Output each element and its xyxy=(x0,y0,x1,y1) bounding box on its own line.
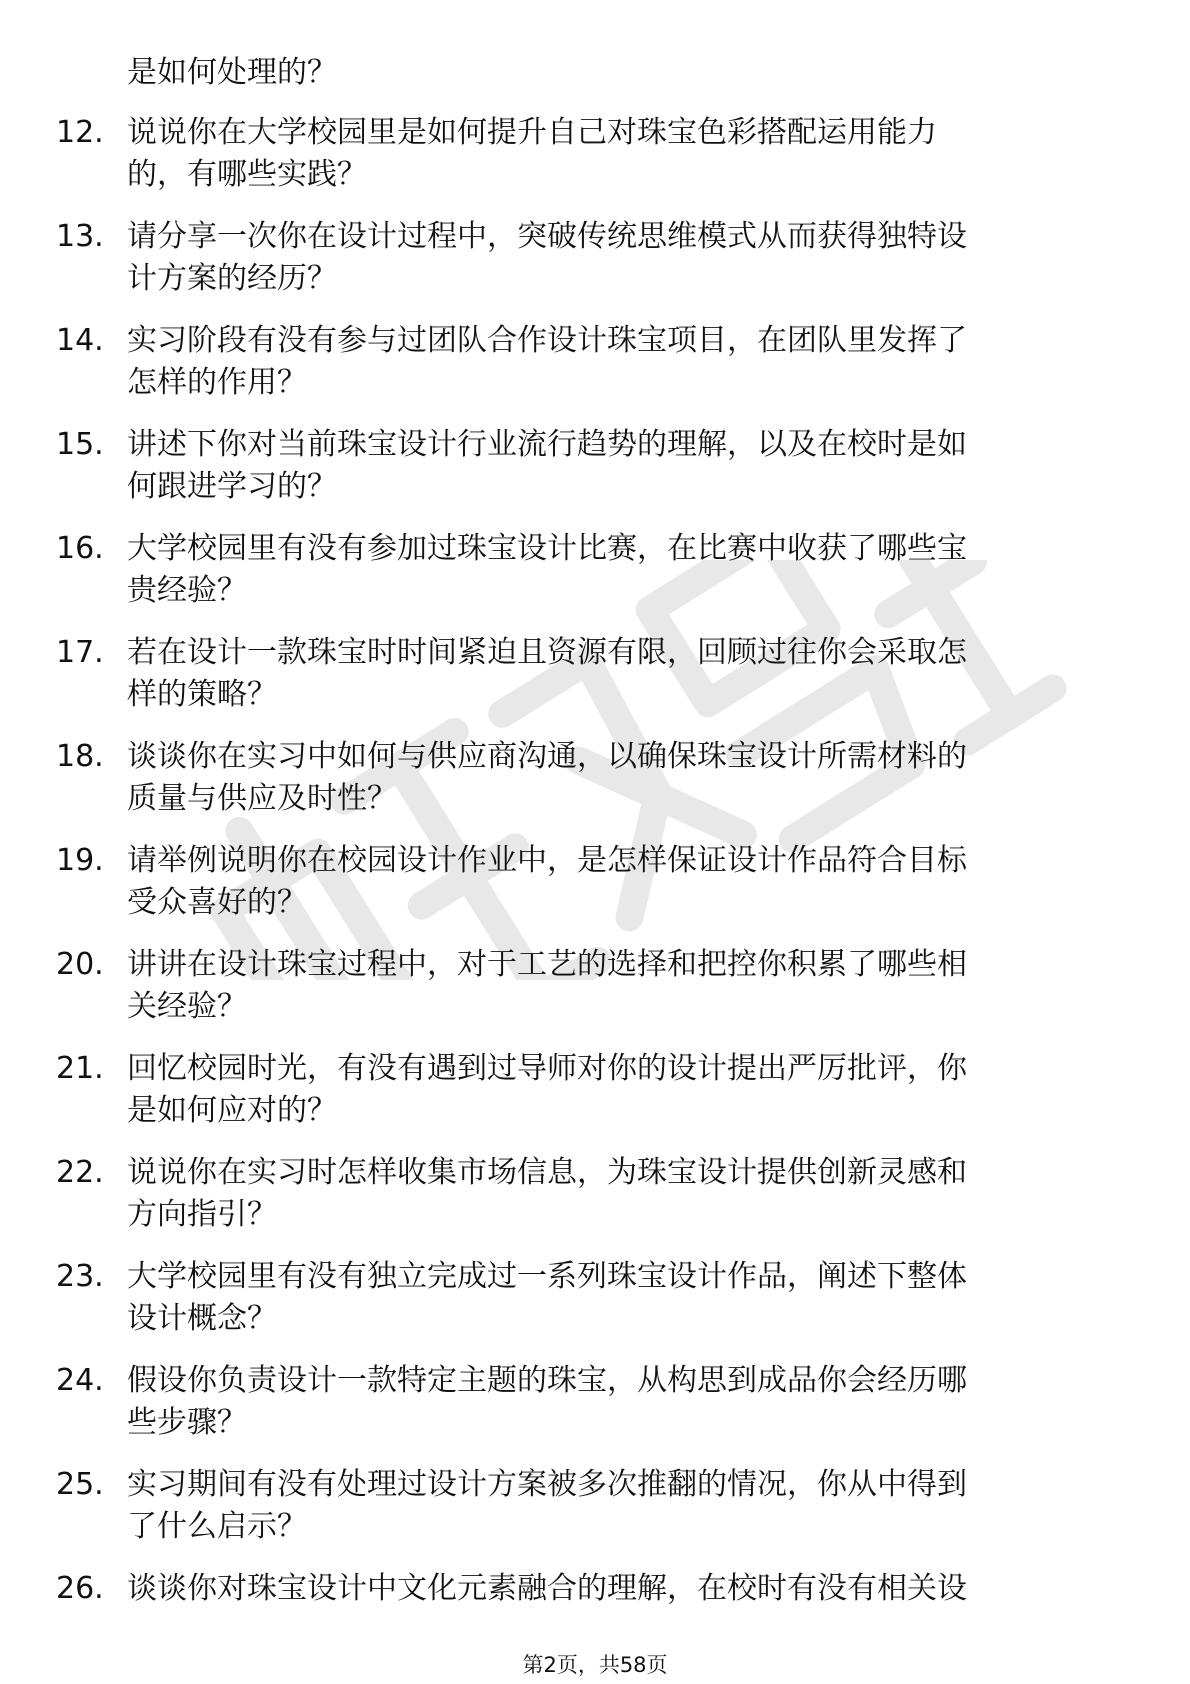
question-text-line: 样的策略？ xyxy=(127,677,277,712)
question-text-line: 质量与供应及时性？ xyxy=(127,781,397,816)
question-item xyxy=(0,1360,1190,1464)
question-number: 13. xyxy=(56,219,104,254)
question-number: 22. xyxy=(56,1155,104,1190)
question-text xyxy=(127,840,1127,924)
question-text xyxy=(127,112,1127,196)
question-number: 12. xyxy=(56,115,104,150)
question-text-line: 说说你在实习时怎样收集市场信息，为珠宝设计提供创新灵感和 xyxy=(127,1155,967,1190)
question-item xyxy=(0,1256,1190,1360)
question-text-line: 实习期间有没有处理过设计方案被多次推翻的情况，你从中得到 xyxy=(127,1467,967,1502)
question-text-line: 讲述下你对当前珠宝设计行业流行趋势的理解，以及在校时是如 xyxy=(127,427,967,462)
question-text xyxy=(127,1152,1127,1236)
question-list xyxy=(0,112,1190,1672)
question-text xyxy=(127,1256,1127,1340)
question-text-line: 大学校园里有没有参加过珠宝设计比赛，在比赛中收获了哪些宝 xyxy=(127,531,967,566)
question-text-line: 谈谈你在实习中如何与供应商沟通，以确保珠宝设计所需材料的 xyxy=(127,739,967,774)
question-text-line: 请分享一次你在设计过程中，突破传统思维模式从而获得独特设 xyxy=(127,219,967,254)
question-text xyxy=(127,424,1127,508)
question-number: 23. xyxy=(56,1259,104,1294)
question-number: 14. xyxy=(56,323,104,358)
question-number: 24. xyxy=(56,1363,104,1398)
question-text xyxy=(127,216,1127,300)
question-item xyxy=(0,840,1190,944)
question-item xyxy=(0,1464,1190,1568)
question-text-line: 贵经验？ xyxy=(127,573,247,608)
question-text-line: 假设你负责设计一款特定主题的珠宝，从构思到成品你会经历哪 xyxy=(127,1363,967,1398)
question-item xyxy=(0,632,1190,736)
question-text-line: 了什么启示？ xyxy=(127,1509,307,1544)
question-text-line: 受众喜好的？ xyxy=(127,885,307,920)
question-number: 18. xyxy=(56,739,104,774)
question-item xyxy=(0,1152,1190,1256)
question-text-line: 谈谈你对珠宝设计中文化元素融合的理解，在校时有没有相关设 xyxy=(127,1571,967,1606)
question-number: 20. xyxy=(56,947,104,982)
question-text xyxy=(127,1360,1127,1444)
question-number: 16. xyxy=(56,531,104,566)
question-text xyxy=(127,1048,1127,1132)
question-item xyxy=(0,424,1190,528)
question-text-line: 实习阶段有没有参与过团队合作设计珠宝项目，在团队里发挥了 xyxy=(127,323,967,358)
question-text-line: 何跟进学习的？ xyxy=(127,469,337,504)
question-text-line: 若在设计一款珠宝时时间紧迫且资源有限，回顾过往你会采取怎 xyxy=(127,635,967,670)
question-text-line: 方向指引？ xyxy=(127,1197,277,1232)
question-item xyxy=(0,320,1190,424)
question-text-line: 说说你在大学校园里是如何提升自己对珠宝色彩搭配运用能力 xyxy=(127,115,937,150)
question-item xyxy=(0,112,1190,216)
previous-question-continuation: 是如何处理的？ xyxy=(127,55,337,90)
question-text-line: 是如何应对的？ xyxy=(127,1093,337,1128)
question-text xyxy=(127,736,1127,820)
question-text-line: 大学校园里有没有独立完成过一系列珠宝设计作品，阐述下整体 xyxy=(127,1259,967,1294)
question-text xyxy=(127,944,1127,1028)
page-footer: 第2页，共58页 xyxy=(522,1653,668,1677)
question-item xyxy=(0,944,1190,1048)
question-number: 25. xyxy=(56,1467,104,1502)
question-text-line: 关经验？ xyxy=(127,989,247,1024)
question-item xyxy=(0,528,1190,632)
question-text-line: 计方案的经历？ xyxy=(127,261,337,296)
question-text-line: 的，有哪些实践？ xyxy=(127,157,367,192)
question-number: 21. xyxy=(56,1051,104,1086)
question-text-line: 回忆校园时光，有没有遇到过导师对你的设计提出严厉批评，你 xyxy=(127,1051,967,1086)
question-text xyxy=(127,528,1127,612)
question-text xyxy=(127,320,1127,404)
question-text xyxy=(127,1464,1127,1548)
question-item xyxy=(0,216,1190,320)
question-text-line: 些步骤？ xyxy=(127,1405,247,1440)
question-text-line: 设计概念？ xyxy=(127,1301,277,1336)
question-item xyxy=(0,1048,1190,1152)
question-number: 19. xyxy=(56,843,104,878)
question-text xyxy=(127,1568,1127,1610)
question-item xyxy=(0,736,1190,840)
question-text-line: 讲讲在设计珠宝过程中，对于工艺的选择和把控你积累了哪些相 xyxy=(127,947,967,982)
question-text xyxy=(127,632,1127,716)
question-number: 15. xyxy=(56,427,104,462)
question-text-line: 怎样的作用？ xyxy=(127,365,307,400)
question-number: 26. xyxy=(56,1571,104,1606)
question-text-line: 请举例说明你在校园设计作业中，是怎样保证设计作品符合目标 xyxy=(127,843,967,878)
question-number: 17. xyxy=(56,635,104,670)
